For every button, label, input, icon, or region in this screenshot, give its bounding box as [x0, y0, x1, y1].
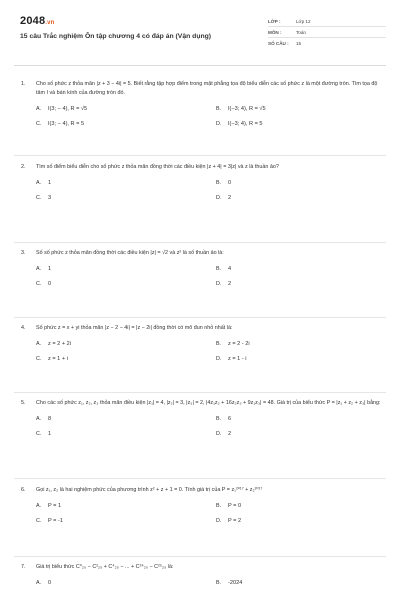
question-number: 3.: [21, 250, 26, 256]
question-2: [14, 163, 386, 207]
question-5: [14, 399, 386, 443]
worksheet-header: [14, 10, 386, 62]
meta-value: Lớp 12: [296, 18, 311, 24]
option-a[interactable]: A. 1: [36, 179, 52, 186]
document-title: 15 câu Trắc nghiệm Ôn tập chương 4 có đáp án (Vận dụng): [20, 33, 212, 40]
question-1: [14, 80, 386, 133]
option-d[interactable]: D. 2: [216, 280, 232, 287]
options: [14, 577, 386, 591]
options: [14, 263, 386, 293]
option-a[interactable]: A. 1: [36, 265, 52, 272]
question-text: Tìm số điểm biểu diễn cho số phức z thỏa mãn đồng thời các điều kiện |z + 4| = 3|z| và z là thuần ảo?: [36, 164, 279, 170]
question-divider: [14, 478, 386, 479]
option-c[interactable]: C. 0: [36, 280, 52, 287]
header-divider: [14, 65, 386, 66]
site-logo[interactable]: 2048.vn: [20, 15, 55, 27]
question-text: Cho số phức z thỏa mãn |z + 3 − 4i| = 5. Biết rằng tập hợp điểm trong mặt phẳng tọa độ biểu diễn các số phức z là một đường tròn. Tìm tọa độ tâm I và bán kính của đường tròn đó.: [36, 81, 378, 96]
options: [14, 177, 386, 207]
meta-value: 15: [296, 40, 302, 46]
question-text: Cho các số phức z₁, z₂, z₃ thỏa mãn điều kiện |z₁| = 4, |z₂| = 3, |z₃| = 2, |4z₁z₂ + 16z₂z₃ + 9z₁z₃| = 48. Giá trị của biểu thức P = |z₁ + z₂ + z₃| bằng:: [36, 400, 381, 406]
option-c[interactable]: C. I(3; − 4), R = 5: [36, 120, 85, 127]
option-d[interactable]: D. 2: [216, 194, 232, 201]
option-d[interactable]: D. P = 2: [216, 517, 242, 524]
question-number: 1.: [21, 81, 26, 87]
option-d[interactable]: D. z = 1 - i: [216, 355, 247, 362]
question-text: Số phức z = x + yi thỏa mãn |z − 2 − 4i| = |z − 2i| đồng thời có mô đun nhỏ nhất là:: [36, 325, 233, 331]
question-text: Gọi z₁, z₂ là hai nghiệm phức của phương trình z² + z + 1 = 0. Tính giá trị của P = z₁²⁰¹⁷ + z₂²⁰¹⁷: [36, 487, 263, 493]
meta-row-subject: [268, 27, 386, 38]
question-6: [14, 486, 386, 530]
option-c[interactable]: C. 1: [36, 430, 52, 437]
meta-row-count: [268, 38, 386, 48]
options: [14, 338, 386, 368]
question-4: [14, 324, 386, 368]
question-number: 6.: [21, 487, 26, 493]
question-number: 5.: [21, 400, 26, 406]
meta-row-class: [268, 16, 386, 27]
option-b[interactable]: B. -2024: [216, 579, 243, 586]
question-text: Giá trị biểu thức C⁰₂₅ − C²₂₅ + C⁴₂₅ − ... + C²⁴₂₅ − C²⁵₂₅ là:: [36, 564, 174, 570]
question-divider: [14, 392, 386, 393]
question-number: 4.: [21, 325, 26, 331]
question-7: [14, 563, 386, 591]
option-d[interactable]: D. 2: [216, 430, 232, 437]
option-c[interactable]: C. z = 1 + i: [36, 355, 68, 362]
question-text: Số số phức z thỏa mãn đồng thời các điều kiện |z| = √2 và z² là số thuần ảo là:: [36, 250, 224, 256]
option-a[interactable]: A. P = 1: [36, 502, 62, 509]
option-a[interactable]: A. z = 2 + 2i: [36, 340, 72, 347]
option-a[interactable]: A. 8: [36, 415, 52, 422]
option-b[interactable]: B. 4: [216, 265, 232, 272]
question-divider: [14, 317, 386, 318]
question-number: 7.: [21, 564, 26, 570]
meta-key: SỐ CÂU :: [268, 40, 289, 46]
question-divider: [14, 155, 386, 156]
option-c[interactable]: C. 3: [36, 194, 52, 201]
meta-key: LỚP :: [268, 18, 281, 24]
option-b[interactable]: B. 6: [216, 415, 232, 422]
options: [14, 413, 386, 443]
meta-table: [268, 16, 386, 48]
option-b[interactable]: B. 0: [216, 179, 232, 186]
meta-value: Toán: [296, 29, 306, 35]
question-divider: [14, 556, 386, 557]
option-b[interactable]: B. I(−3; 4), R = √5: [216, 105, 266, 112]
question-number: 2.: [21, 164, 26, 170]
meta-key: MÔN :: [268, 29, 282, 35]
option-d[interactable]: D. I(−3; 4), R = 5: [216, 120, 263, 127]
question-divider: [14, 242, 386, 243]
options: [14, 103, 386, 133]
option-b[interactable]: B. z = 2 - 2i: [216, 340, 250, 347]
option-b[interactable]: B. P = 0: [216, 502, 242, 509]
option-c[interactable]: C. P = -1: [36, 517, 63, 524]
options: [14, 500, 386, 530]
question-3: [14, 249, 386, 293]
option-a[interactable]: A. I(3; − 4), R = √5: [36, 105, 88, 112]
option-a[interactable]: A. 0: [36, 579, 52, 586]
